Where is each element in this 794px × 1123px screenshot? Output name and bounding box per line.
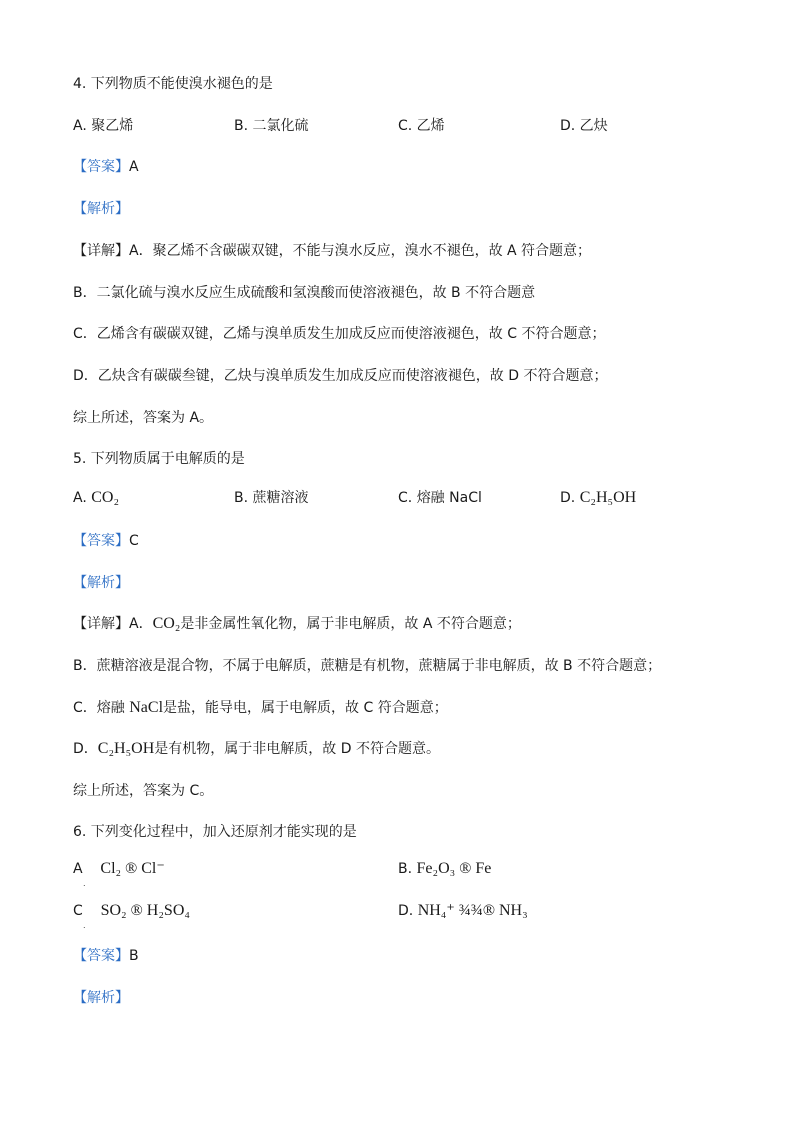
- q5-analysis-label: 【解析】: [73, 575, 129, 591]
- option-letter: B.: [398, 861, 413, 877]
- option-text: CO₂: [91, 489, 120, 506]
- q6-option-d: [398, 901, 528, 921]
- q6-answer: [73, 946, 139, 966]
- option-letter: A: [73, 861, 83, 877]
- q4-summary: 综上所述，答案为 A。: [73, 410, 214, 426]
- option-text: NH₄⁺ ¾¾® NH₃: [417, 902, 528, 919]
- q4-option-a: A. 聚乙烯: [73, 118, 134, 134]
- q4-detail-d: D．乙炔含有碳碳叁键，乙炔与溴单质发生加成反应而使溶液褪色，故 D 不符合题意；: [73, 368, 608, 384]
- q6-option-b: [398, 859, 491, 879]
- q6-analysis-label: 【解析】: [73, 990, 129, 1006]
- q4-stem: 4. 下列物质不能使溴水褪色的是: [73, 76, 273, 92]
- detail-text: B．蔗糖溶液是混合物，不属于电解质，蔗糖是有机物，蔗糖属于非电解质，故 B 不符合题意；: [73, 658, 662, 674]
- q5-option-d: [560, 488, 636, 508]
- q4-detail-c: C．乙烯含有碳碳双键，乙烯与溴单质发生加成反应而使溶液褪色，故 C 不符合题意；: [73, 326, 606, 342]
- option-letter: D.: [560, 490, 576, 506]
- detail-text: 【详解】A．: [73, 616, 153, 632]
- q4-option-c: C. 乙烯: [398, 118, 445, 134]
- q4-detail-a: 【详解】A．聚乙烯不含碳碳双键，不能与溴水反应，溴水不褪色，故 A 符合题意；: [73, 243, 592, 259]
- detail-text: C．熔融: [73, 700, 130, 716]
- q5-option-c: [398, 488, 482, 508]
- q6-option-a: [73, 859, 165, 879]
- option-text: Fe₂O₃ ® Fe: [416, 860, 492, 877]
- answer-label: 【答案】: [73, 533, 129, 549]
- q4-analysis-label: 【解析】: [73, 201, 129, 217]
- detail-chem: CO₂: [152, 615, 181, 632]
- q4-option-d: D. 乙炔: [560, 118, 608, 134]
- detail-text: D．: [73, 741, 98, 757]
- option-text: C₂H₅OH: [579, 489, 637, 506]
- q4-answer: [73, 157, 139, 177]
- q4-detail-b: B．二氯化硫与溴水反应生成硫酸和氢溴酸而使溶液褪色，故 B 不符合题意: [73, 285, 536, 301]
- answer-value: B: [129, 948, 139, 964]
- option-text: SO₂ ® H₂SO₄: [100, 902, 190, 919]
- q6-stem: 6. 下列变化过程中，加入还原剂才能实现的是: [73, 824, 357, 840]
- q5-option-a: [73, 488, 119, 508]
- detail-chem: NaCl: [129, 699, 164, 716]
- q4-option-b: B. 二氯化硫: [234, 118, 309, 134]
- answer-label: 【答案】: [73, 948, 129, 964]
- stray-dot-mark: .: [83, 921, 86, 930]
- detail-chem: C₂H₅OH: [97, 740, 155, 757]
- option-letter: A.: [73, 490, 87, 506]
- q5-stem: 5. 下列物质属于电解质的是: [73, 451, 245, 467]
- q5-answer: [73, 531, 139, 551]
- option-text: Cl₂ ® Cl⁻: [100, 860, 165, 877]
- q5-detail-a: [73, 614, 521, 634]
- option-text: 蔗糖溶液: [252, 490, 309, 506]
- q5-detail-c: [73, 698, 448, 718]
- option-text: 熔融 NaCl: [416, 490, 482, 506]
- option-letter: B.: [234, 490, 249, 506]
- detail-text: 是盐，能导电，属于电解质，故 C 符合题意；: [163, 700, 448, 716]
- answer-label: 【答案】: [73, 159, 129, 175]
- stray-dot-mark: .: [83, 879, 86, 888]
- option-letter: C.: [398, 490, 413, 506]
- q5-summary: 综上所述，答案为 C。: [73, 783, 214, 799]
- detail-text: 是有机物，属于非电解质，故 D 不符合题意。: [154, 741, 440, 757]
- detail-text: 是非金属性氧化物，属于非电解质，故 A 不符合题意；: [180, 616, 521, 632]
- q5-detail-b: [73, 656, 661, 676]
- answer-value: A: [129, 159, 139, 175]
- option-letter: C: [73, 903, 83, 919]
- option-letter: D.: [398, 903, 414, 919]
- q6-option-c: [73, 901, 190, 921]
- q5-option-b: [234, 488, 309, 508]
- answer-value: C: [129, 533, 139, 549]
- q5-detail-d: [73, 739, 440, 759]
